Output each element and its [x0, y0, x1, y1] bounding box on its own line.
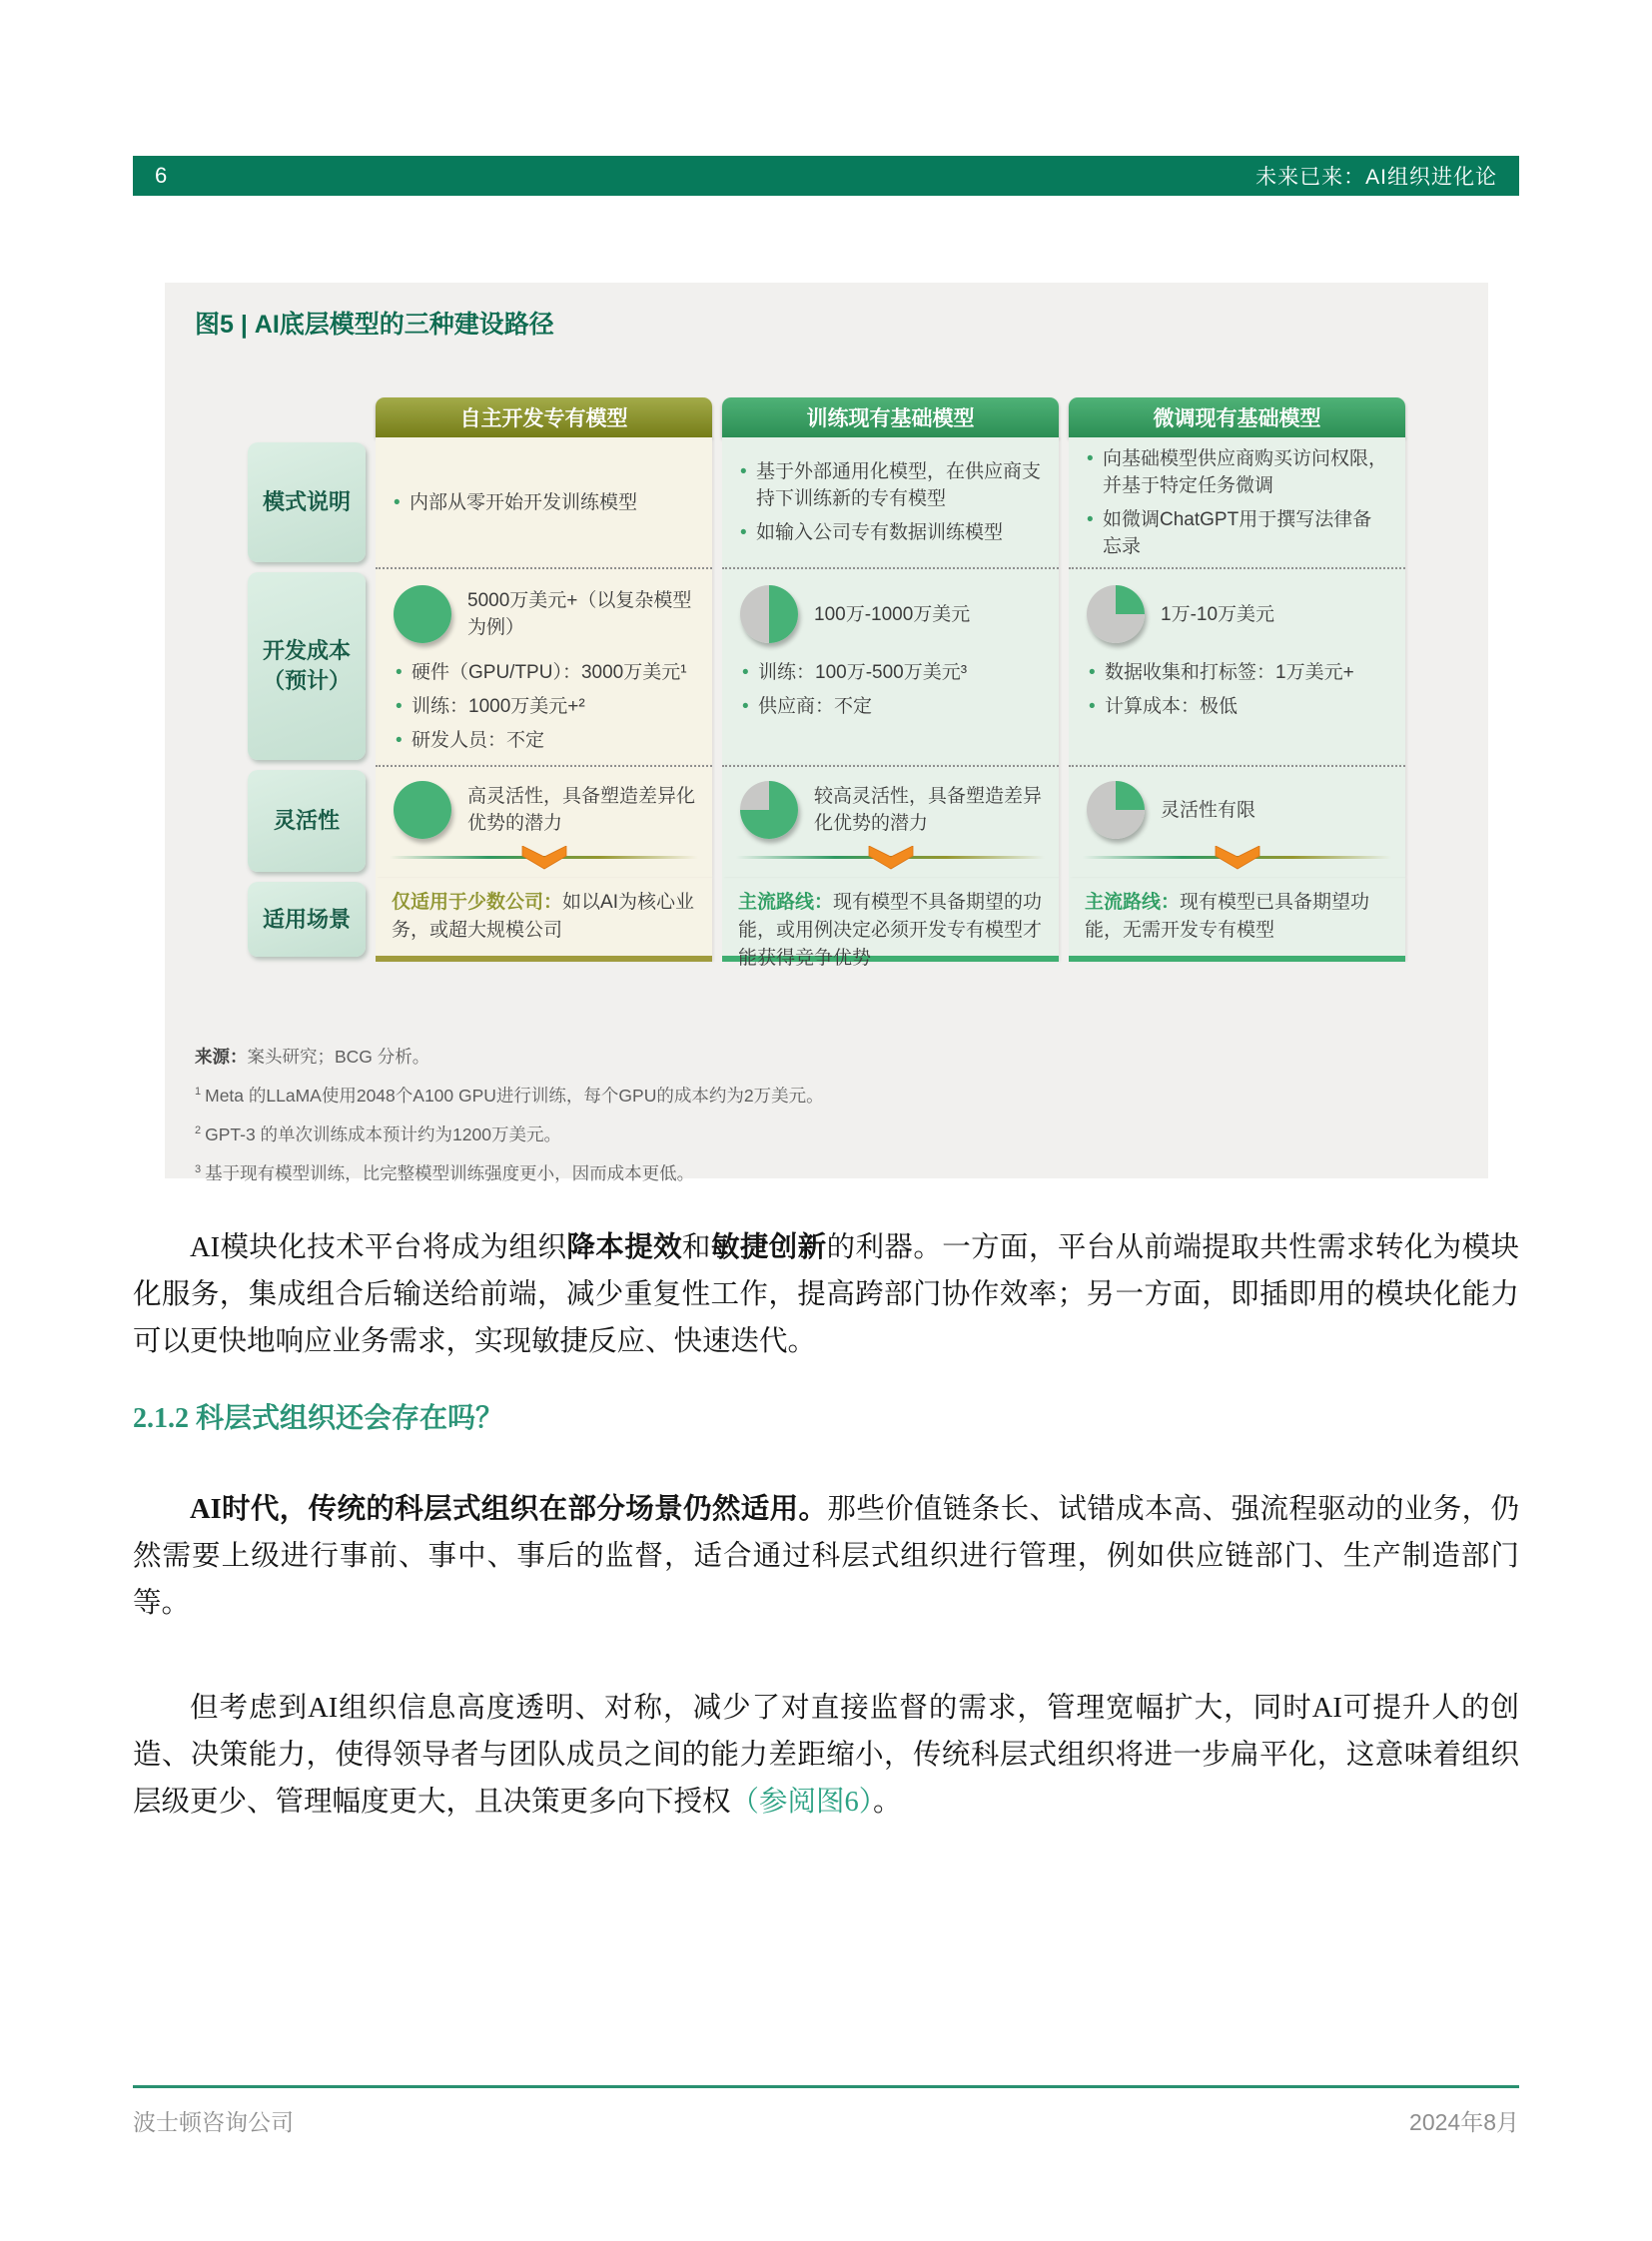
scenario-cell-col2 — [722, 877, 1059, 969]
mode-cell-col3 — [1069, 437, 1405, 567]
text-run: 那些价值链条长、试错成本高、强流程驱动的业务，仍然需要上级进行事前、事中、事后的监督，适合通过科层式组织进行管理，例如供应链部门、生产制造部门等。 — [133, 1494, 1519, 1619]
figure-title: 图5 | AI底层模型的三种建设路径 — [195, 311, 554, 339]
scenario-lead: 主流路线： — [1085, 892, 1181, 913]
footer-company: 波士顿咨询公司 — [133, 2109, 294, 2135]
chevron-down-icon — [868, 846, 914, 870]
scenario-cell-col1 — [376, 877, 712, 962]
source-line — [195, 1040, 824, 1075]
chevron-down-icon — [521, 846, 567, 870]
footnote-1 — [195, 1075, 824, 1114]
transition-arrow — [736, 845, 1045, 871]
cost-headline: 100万-1000万美元 — [814, 603, 971, 625]
footnote-text: 基于现有模型训练，比完整模型训练强度更小，因而成本更低。 — [205, 1162, 695, 1183]
cost-pie-chart — [740, 585, 798, 643]
cost-pie-chart — [394, 585, 451, 643]
cost-cell-col3 — [1069, 567, 1405, 765]
row-label-scenario: 适用场景 — [248, 882, 366, 957]
flexibility-text: 灵活性有限 — [1161, 799, 1256, 821]
bullet-item: • 内部从零开始开发训练模型 — [392, 489, 696, 516]
row-label-wrap — [248, 877, 366, 962]
figure-table — [248, 397, 1405, 969]
column-header-finetune-existing: 微调现有基础模型 — [1069, 397, 1405, 437]
page-header-bar — [133, 156, 1519, 196]
flexibility-text: 高灵活性，具备塑造差异化优势的潜力 — [467, 786, 696, 834]
row-label-wrap — [248, 437, 366, 567]
column-header-train-existing: 训练现有基础模型 — [722, 397, 1059, 437]
text-run: AI模块化技术平台将成为组织 — [190, 1232, 567, 1263]
transition-arrow — [1083, 845, 1391, 871]
document-title: 未来已来：AI组织进化论 — [1255, 166, 1497, 189]
row-label-mode: 模式说明 — [248, 442, 366, 562]
bullet-item: • 研发人员：不定 — [394, 727, 700, 754]
bullet-item: • 数据收集和打标签：1万美元+ — [1087, 659, 1393, 686]
body-text-block — [133, 1224, 1519, 1826]
figure-5-exhibit — [165, 283, 1488, 1183]
flexibility-pie-chart — [740, 781, 798, 839]
bold-run: 敏捷创新 — [710, 1232, 827, 1263]
page-footer — [133, 2085, 1519, 2137]
footnote-text: Meta 的LLaMA使用2048个A100 GPU进行训练，每个GPU的成本约为2万美元。 — [205, 1085, 824, 1106]
bullet-item: • 计算成本：极低 — [1087, 693, 1393, 720]
page-number: 6 — [155, 163, 168, 188]
flexibility-text: 较高灵活性，具备塑造差异化优势的潜力 — [814, 786, 1043, 834]
flexibility-cell-col3 — [1069, 765, 1405, 877]
scenario-lead: 仅适用于少数公司： — [392, 892, 563, 913]
bullet-item: • 训练：1000万美元+² — [394, 693, 700, 720]
footnote-marker: 2 — [195, 1123, 202, 1136]
text-run: 的利器。一方面，平台从前端提取共性需求转化为模块化服务，集成组合后输送给前端，减少重复性工作，提高跨部门协作效率；另一方面，即插即用的模块化能力可以更快地响应业务需求，实现敏捷反应、快速迭代。 — [133, 1232, 1519, 1357]
cost-pie-chart — [1087, 585, 1145, 643]
figure-notes — [195, 1040, 824, 1190]
mode-cell-col2 — [722, 437, 1059, 567]
footnote-2 — [195, 1114, 824, 1152]
flexibility-cell-col1 — [376, 765, 712, 877]
chevron-down-icon — [1215, 846, 1260, 870]
row-label-flexibility: 灵活性 — [248, 770, 366, 872]
cost-headline: 1万-10万美元 — [1161, 603, 1275, 625]
bold-run: AI时代，传统的科层式组织在部分场景仍然适用。 — [190, 1494, 828, 1525]
bullet-item: • 如微调ChatGPT用于撰写法律备忘录 — [1085, 506, 1389, 560]
bold-run: 降本提效 — [566, 1232, 683, 1263]
paragraph-3 — [133, 1685, 1519, 1826]
cost-cell-col2 — [722, 567, 1059, 765]
row-label-wrap — [248, 567, 366, 765]
source-label: 来源： — [195, 1047, 248, 1067]
scenario-text: 现有模型已具备期望功能，无需开发专有模型 — [1085, 892, 1370, 941]
paragraph-1 — [133, 1224, 1519, 1365]
bullet-item: • 如输入公司专有数据训练模型 — [738, 519, 1043, 546]
text-run: 和 — [682, 1232, 711, 1263]
cost-headline: 5000万美元+（以复杂模型为例） — [467, 590, 692, 638]
bullet-item: • 训练：100万-500万美元³ — [740, 659, 1047, 686]
paragraph-2 — [133, 1486, 1519, 1627]
scenario-lead: 主流路线： — [738, 892, 834, 913]
bullet-item: • 基于外部通用化模型，在供应商支持下训练新的专有模型 — [738, 458, 1043, 512]
footer-date: 2024年8月 — [1409, 2109, 1519, 2135]
section-heading-2-1-2: 2.1.2 科层式组织还会存在吗？ — [133, 1403, 504, 1434]
mode-cell-col1 — [376, 437, 712, 567]
bullet-item: • 硬件（GPU/TPU）：3000万美元¹ — [394, 659, 700, 686]
row-label-wrap — [248, 765, 366, 877]
source-text: 案头研究；BCG 分析。 — [247, 1047, 430, 1067]
text-run: 但考虑到AI组织信息高度透明、对称，减少了对直接监督的需求，管理宽幅扩大，同时AI可提升人的创造、决策能力，使得领导者与团队成员之间的能力差距缩小，传统科层式组织将进一步扁平化，这意味着组织层级更少、管理幅度更大，且决策更多向下授权 — [133, 1693, 1519, 1818]
bullet-item: • 向基础模型供应商购买访问权限，并基于特定任务微调 — [1085, 445, 1389, 499]
scenario-text: 现有模型不具备期望的功能，或用例决定必须开发专有模型才能获得竞争优势 — [738, 892, 1043, 969]
bullet-item: • 供应商：不定 — [740, 693, 1047, 720]
transition-arrow — [390, 845, 698, 871]
scenario-cell-col3 — [1069, 877, 1405, 962]
footnote-marker: 1 — [195, 1086, 202, 1098]
cost-cell-col1 — [376, 567, 712, 765]
flexibility-pie-chart — [1087, 781, 1145, 839]
flexibility-pie-chart — [394, 781, 451, 839]
figure-6-reference-link[interactable]: （参阅图6） — [730, 1787, 874, 1818]
footnote-3 — [195, 1152, 824, 1191]
text-run: 。 — [873, 1787, 902, 1818]
footnote-marker: 3 — [195, 1162, 202, 1175]
column-header-self-develop: 自主开发专有模型 — [376, 397, 712, 437]
row-label-cost: 开发成本（预计） — [248, 572, 366, 760]
flexibility-cell-col2 — [722, 765, 1059, 877]
scenario-text: 如以AI为核心业务，或超大规模公司 — [392, 892, 694, 941]
footnote-text: GPT-3 的单次训练成本预计约为1200万美元。 — [205, 1123, 561, 1144]
